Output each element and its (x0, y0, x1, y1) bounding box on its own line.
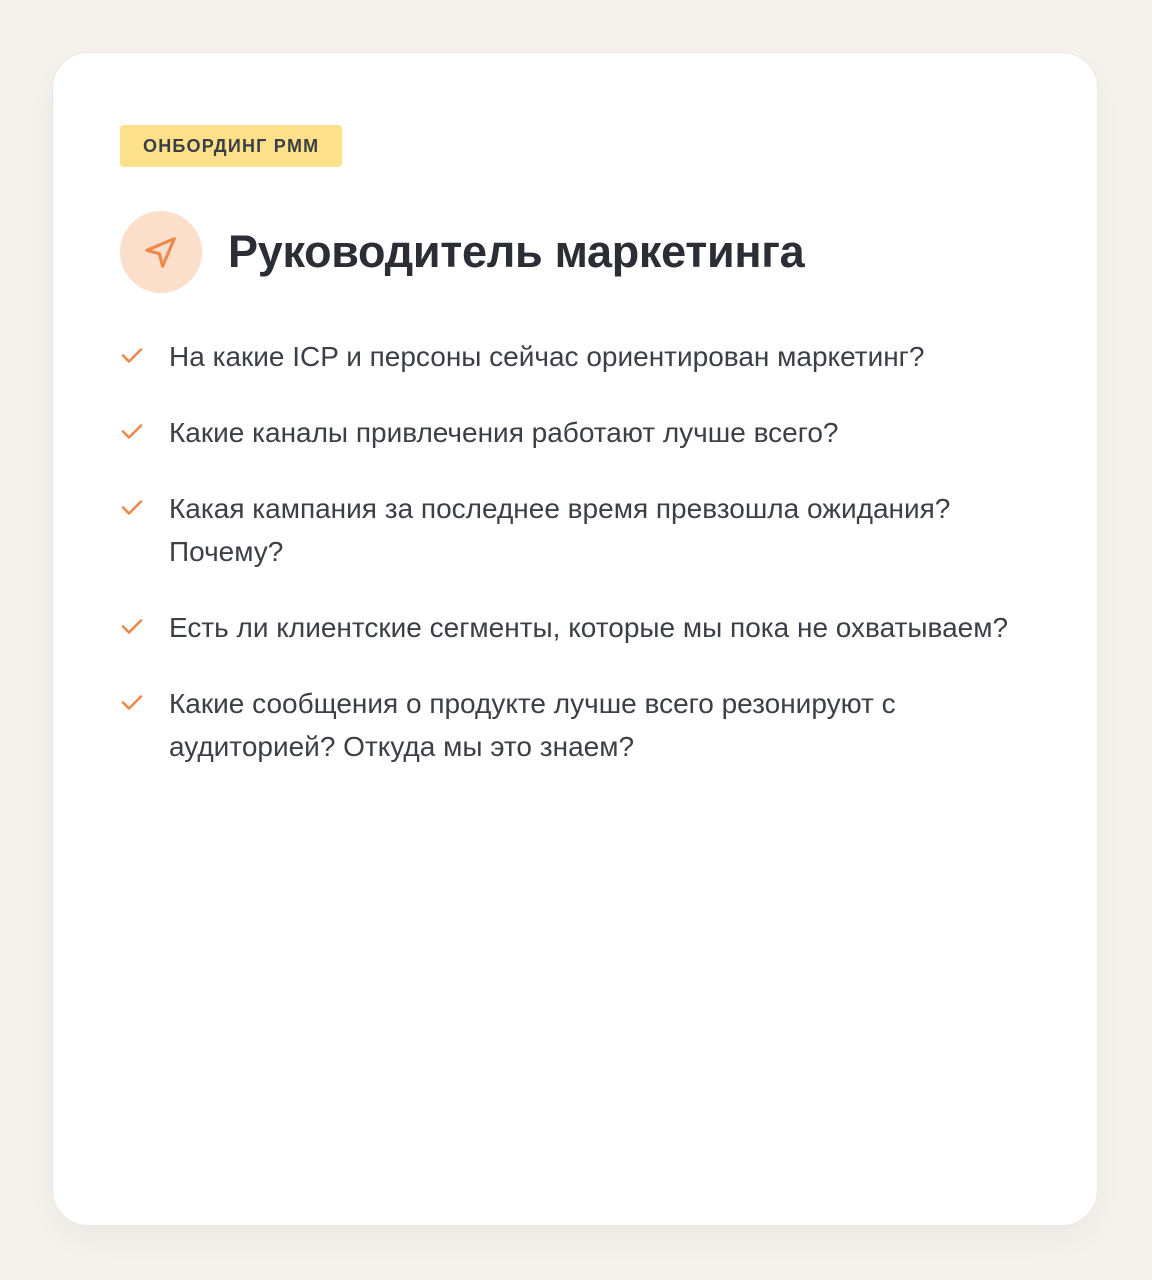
list-item-text: Какие сообщения о продукте лучше всего резонируют с аудиторией? Откуда мы это знаем? (169, 688, 896, 762)
check-icon (120, 422, 144, 442)
check-icon (120, 498, 144, 518)
check-icon (120, 693, 144, 713)
card-header (120, 211, 804, 293)
category-badge: ОНБОРДИНГ PMM (120, 125, 342, 167)
list-item-text: Какие каналы привлечения работают лучше всего? (169, 417, 839, 448)
list-item (120, 335, 1040, 378)
list-item (120, 487, 1040, 573)
questions-list (120, 335, 1040, 801)
check-icon (120, 617, 144, 637)
check-icon (120, 346, 144, 366)
list-item (120, 682, 1040, 768)
list-item (120, 606, 1040, 649)
question-card (52, 52, 1098, 1226)
list-item-text: Какая кампания за последнее время превзошла ожидания? Почему? (169, 493, 951, 567)
card-title: Руководитель маркетинга (228, 226, 805, 277)
list-item-text: Есть ли клиентские сегменты, которые мы пока не охватываем? (169, 612, 1009, 643)
list-item-text: На какие ICP и персоны сейчас ориентирован маркетинг? (169, 341, 925, 372)
list-item (120, 411, 1040, 454)
send-arrow-icon (120, 211, 202, 293)
